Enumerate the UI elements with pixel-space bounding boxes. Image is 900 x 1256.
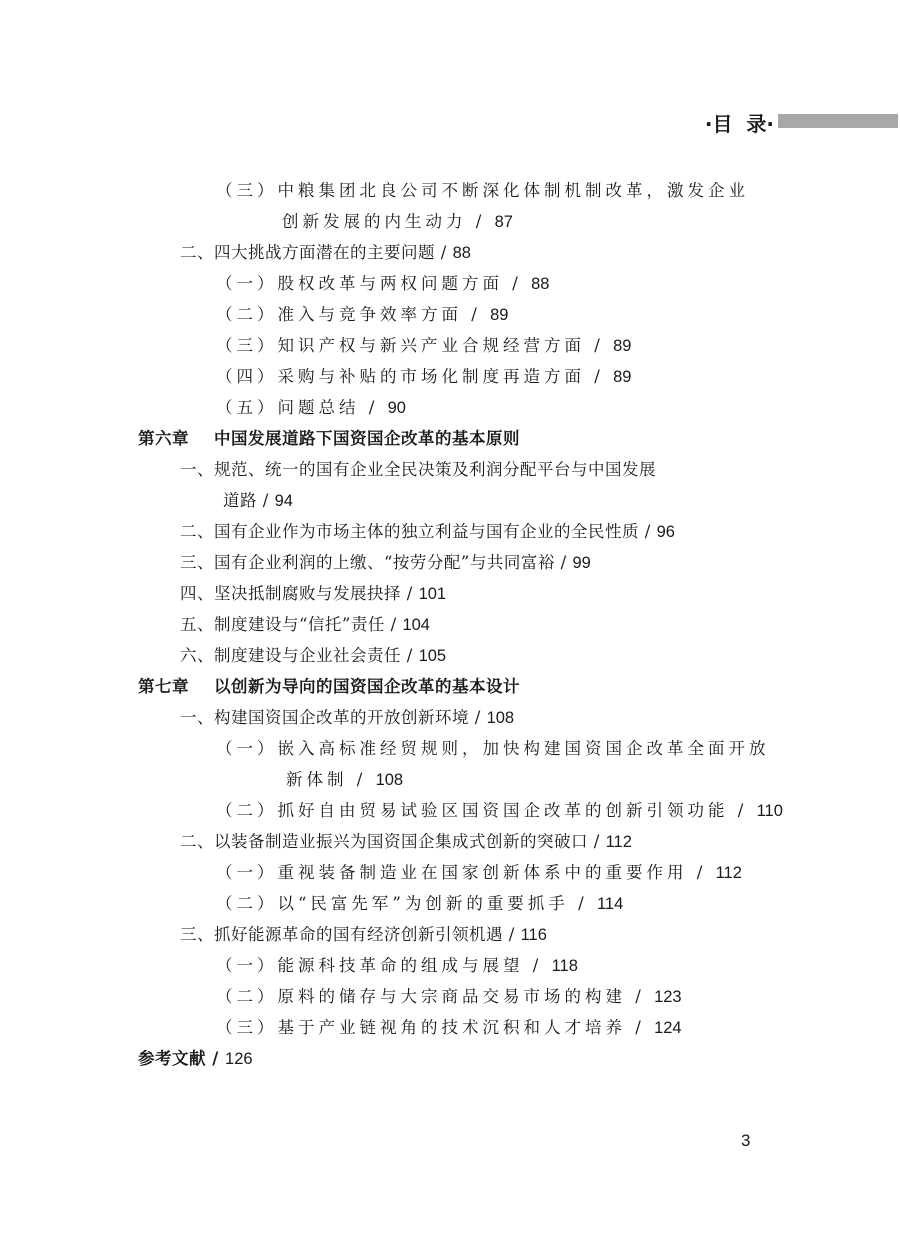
toc-entry: 一、规范、统一的国有企业全民决策及利润分配平台与中国发展 <box>180 460 656 479</box>
toc-entry: 二、以装备制造业振兴为国资国企集成式创新的突破口 / 112 <box>180 832 632 851</box>
chapter-heading: 第六章 中国发展道路下国资国企改革的基本原则 <box>138 429 520 448</box>
toc-entry: 一、构建国资国企改革的开放创新环境 / 108 <box>180 708 515 727</box>
toc-entry: 六、制度建设与企业社会责任 / 105 <box>180 646 447 665</box>
toc-entry: （二）抓好自由贸易试验区国资国企改革的创新引领功能 / 110 <box>216 801 783 820</box>
header-title: ·目 录· <box>704 112 774 136</box>
toc-entry: （二）准入与竞争效率方面 / 89 <box>216 305 509 324</box>
toc-entry: （二）以“民富先军”为创新的重要抓手 / 114 <box>216 894 624 913</box>
references-entry: 参考文献 / 126 <box>138 1049 253 1068</box>
page-number: 3 <box>741 1131 751 1150</box>
toc-entry: （一）重视装备制造业在国家创新体系中的重要作用 / 112 <box>216 863 742 882</box>
toc-entry: 二、四大挑战方面潜在的主要问题 / 88 <box>180 243 471 262</box>
toc-entry: 三、国有企业利润的上缴、“按劳分配”与共同富裕 / 99 <box>180 553 591 572</box>
toc-entry: （三）中粮集团北良公司不断深化体制机制改革，激发企业 <box>216 181 749 200</box>
toc-entry: 四、坚决抵制腐败与发展抉择 / 101 <box>180 584 447 603</box>
toc-entry: （一）股权改革与两权问题方面 / 88 <box>216 274 550 293</box>
toc-entry: （三）基于产业链视角的技术沉积和人才培养 / 124 <box>216 1018 682 1037</box>
chapter-heading: 第七章 以创新为导向的国资国企改革的基本设计 <box>138 677 520 696</box>
toc-entry: （一）能源科技革命的组成与展望 / 118 <box>216 956 578 975</box>
toc-entry: 创新发展的内生动力 / 87 <box>282 212 513 231</box>
toc-entry: 五、制度建设与“信托”责任 / 104 <box>180 615 430 634</box>
toc-entry: （三）知识产权与新兴产业合规经营方面 / 89 <box>216 336 632 355</box>
toc-entry: 三、抓好能源革命的国有经济创新引领机遇 / 116 <box>180 925 547 944</box>
toc-entry: （一）嵌入高标准经贸规则，加快构建国资国企改革全面开放 <box>216 739 770 758</box>
toc-entry: （四）采购与补贴的市场化制度再造方面 / 89 <box>216 367 632 386</box>
toc-entry: （二）原料的储存与大宗商品交易市场的构建 / 123 <box>216 987 682 1006</box>
toc-entry: （五）问题总结 / 90 <box>216 398 406 417</box>
toc-entry: 二、国有企业作为市场主体的独立利益与国有企业的全民性质 / 96 <box>180 522 675 541</box>
toc-entry: 新体制 / 108 <box>286 770 404 789</box>
toc-entry: 道路 / 94 <box>223 491 293 510</box>
